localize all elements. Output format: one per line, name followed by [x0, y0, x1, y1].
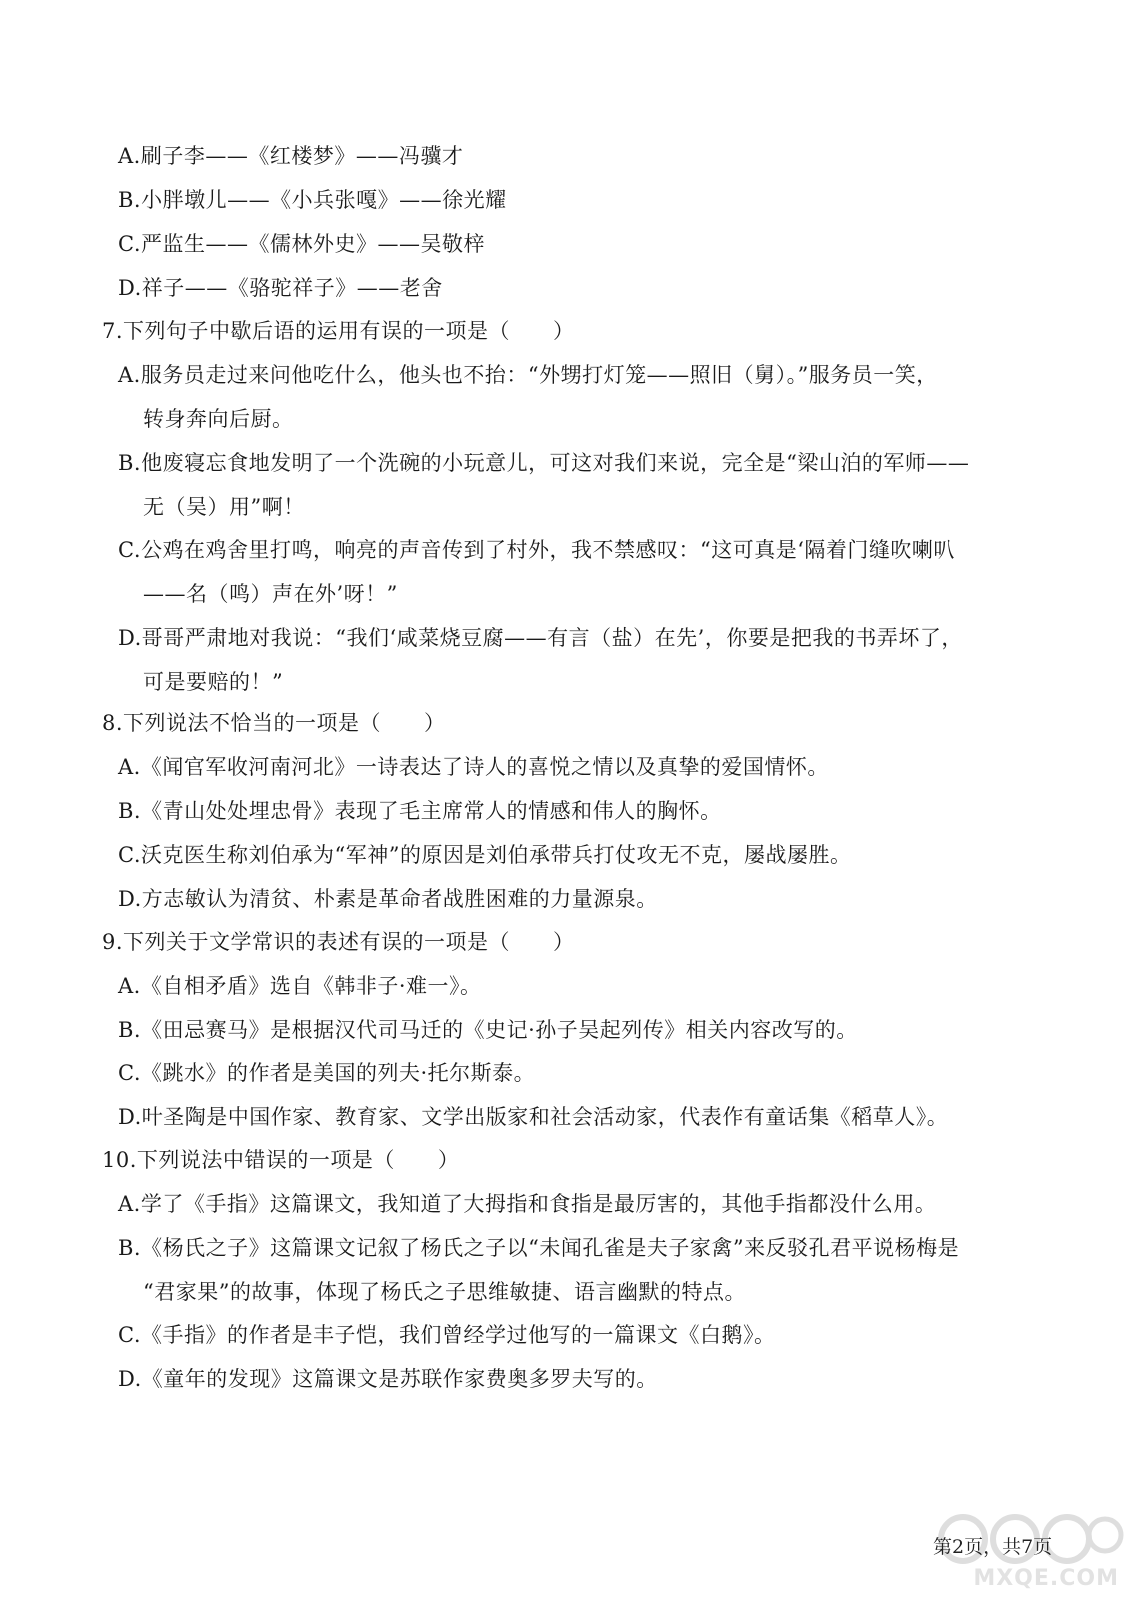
q10-option-c: C.《手指》的作者是丰子恺，我们曾经学过他写的一篇课文《白鹅》。 [118, 1323, 776, 1347]
q8-option-b: B.《青山处处埋忠骨》表现了毛主席常人的情感和伟人的胸怀。 [118, 799, 722, 823]
watermark-text: MXQE.COM [973, 1566, 1119, 1591]
q8-option-d: D.方志敏认为清贫、朴素是革命者战胜困难的力量源泉。 [118, 887, 658, 911]
q7-option-a-cont: 转身奔向后厨。 [143, 407, 294, 431]
q9-stem: 9.下列关于文学常识的表述有误的一项是（ ） [102, 930, 575, 954]
q9-option-b: B.《田忌赛马》是根据汉代司马迁的《史记·孙子吴起列传》相关内容改写的。 [118, 1018, 858, 1042]
q9-option-d: D.叶圣陶是中国作家、教育家、文学出版家和社会活动家，代表作有童话集《稻草人》。 [118, 1105, 949, 1129]
q8-option-c: C.沃克医生称刘伯承为“军神”的原因是刘伯承带兵打仗攻无不克，屡战屡胜。 [118, 843, 852, 867]
q9-option-a: A.《自相矛盾》选自《韩非子·难一》。 [118, 974, 482, 998]
q10-option-d: D.《童年的发现》这篇课文是苏联作家费奥多罗夫写的。 [118, 1367, 658, 1391]
q10-stem: 10.下列说法中错误的一项是（ ） [102, 1148, 460, 1172]
q10-option-b-cont: “君家果”的故事，体现了杨氏之子思维敏捷、语言幽默的特点。 [143, 1280, 746, 1304]
q8-stem: 8.下列说法不恰当的一项是（ ） [102, 711, 446, 735]
q7-option-c: C.公鸡在鸡舍里打鸣，响亮的声音传到了村外，我不禁感叹：“这可真是‘隔着门缝吹喇叭 [118, 538, 955, 562]
q6-option-d: D.祥子——《骆驼祥子》——老舍 [118, 276, 443, 300]
q6-option-c: C.严监生——《儒林外史》——吴敬梓 [118, 232, 485, 256]
q7-option-b-cont: 无（吴）用”啊！ [143, 495, 305, 519]
q6-option-a: A.刷子李——《红楼梦》——冯骥才 [118, 144, 464, 168]
q10-option-b: B.《杨氏之子》这篇课文记叙了杨氏之子以“未闻孔雀是夫子家禽”来反驳孔君平说杨梅是 [118, 1236, 960, 1260]
q7-option-a: A.服务员走过来问他吃什么，他头也不抬：“外甥打灯笼——照旧（舅）。”服务员一笑， [118, 363, 938, 387]
q7-option-d: D.哥哥严肃地对我说：“我们‘咸菜烧豆腐——有言（盐）在先’，你要是把我的书弄坏了， [118, 626, 963, 650]
q6-option-b: B.小胖墩儿——《小兵张嘎》——徐光耀 [118, 188, 507, 212]
q7-stem: 7.下列句子中歇后语的运用有误的一项是（ ） [102, 319, 575, 343]
q9-option-c: C.《跳水》的作者是美国的列夫·托尔斯泰。 [118, 1061, 536, 1085]
q7-option-c-cont: ——名（鸣）声在外’呀！” [143, 582, 398, 606]
q7-option-b: B.他废寝忘食地发明了一个洗碗的小玩意儿，可这对我们来说，完全是“梁山泊的军师—— [118, 451, 970, 475]
q10-option-a: A.学了《手指》这篇课文，我知道了大拇指和食指是最厉害的，其他手指都没什么用。 [118, 1192, 937, 1216]
q8-option-a: A.《闻官军收河南河北》一诗表达了诗人的喜悦之情以及真挚的爱国情怀。 [118, 755, 829, 779]
q7-option-d-cont: 可是要赔的！” [143, 670, 284, 694]
page-number: 第2页，共7页 [933, 1536, 1053, 1558]
